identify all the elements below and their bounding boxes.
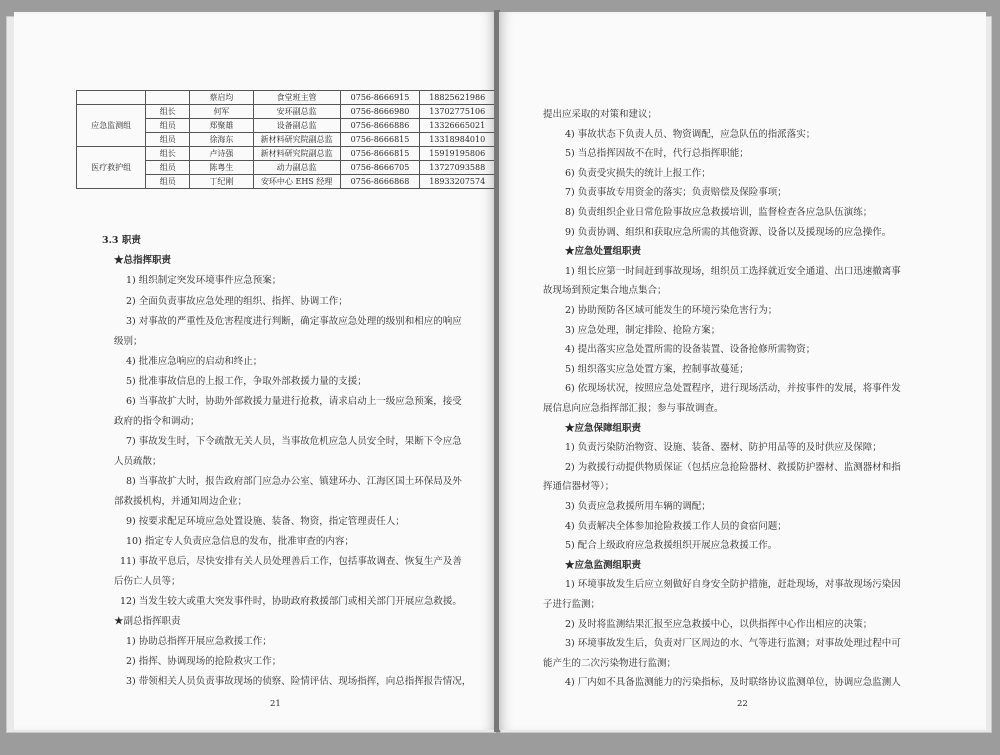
left-page-number: 21	[270, 699, 281, 709]
table-cell: 新材料研究院副总监	[253, 147, 340, 161]
text-line: 1) 负责污染防治物资、设施、装备、器材、防护用品等的及时供应及保障；	[565, 442, 882, 454]
section-heading: ★总指挥职责	[114, 255, 172, 266]
text-line: 4) 厂内如不具备监测能力的污染指标，及时联络协议监测单位，协调应急监测人	[565, 677, 901, 689]
text-line: 1) 组长应第一时间赶到事故现场，组织员工选择就近安全通道、出口迅速撤离事	[565, 265, 901, 277]
table-cell: 动力副总监	[253, 161, 340, 175]
table-cell: 13326665021	[420, 119, 495, 133]
text-line: 人员疏散；	[114, 456, 162, 467]
table-cell: 0756-8666886	[340, 119, 420, 133]
text-line: 5) 批准事故信息的上报工作，争取外部救援力量的支援；	[126, 376, 367, 387]
table-cell: 0756-8666815	[340, 133, 420, 147]
text-line: 12) 当发生较大或重大突发事件时，协助政府救援部门或相关部门开展应急救援。	[120, 596, 462, 607]
table-cell: 陈粤生	[190, 161, 253, 175]
text-line: 3) 带领相关人员负责事故现场的侦察、险情评估、现场指挥，向总指挥报告情况，	[126, 676, 472, 687]
text-line: 能产生的二次污染物进行监测；	[543, 657, 677, 669]
text-line: 2) 全面负责事故应急处理的组织、指挥、协调工作；	[126, 296, 348, 307]
text-line: 1) 组织制定突发环境事件应急预案；	[126, 275, 282, 286]
table-row	[77, 91, 495, 105]
text-line: 3) 环境事故发生后，负责对厂区周边的水、气等进行监测；对事故处理过程中可	[565, 638, 901, 650]
text-line: 6) 依现场状况，按照应急处置程序，进行现场活动，并按事件的发展，将事件发	[565, 383, 901, 395]
table-cell: 新材料研究院副总监	[253, 133, 340, 147]
table-cell: 安环副总监	[253, 105, 340, 119]
table-cell: 0756-8666915	[340, 91, 420, 105]
text-line: 2) 指挥、协调现场的抢险救灾工作；	[126, 656, 282, 667]
table-cell: 13727093588	[420, 161, 495, 175]
table-cell: 何军	[190, 105, 253, 119]
text-line: 5) 当总指挥因故不在时，代行总指挥职能；	[565, 148, 749, 160]
text-line: 7) 事故发生时，下令疏散无关人员，当事故危机应急人员安全时，果断下令应急	[126, 436, 462, 447]
text-line: 3) 负责应急救援所用车辆的调配；	[565, 501, 711, 512]
table-cell: 安环中心 EHS 经理	[253, 175, 340, 189]
table-row	[77, 105, 495, 119]
table-cell: 设备副总监	[253, 119, 340, 133]
text-line: 子进行监测；	[543, 599, 601, 610]
table-cell: 0756-8666868	[340, 175, 420, 189]
text-line: 6) 当事故扩大时，协助外部救援力量进行抢救，请求启动上一级应急预案，接受	[126, 396, 462, 407]
text-line: 9) 负责协调、组织和获取应急所需的其他资源、设备以及援现场的应急操作。	[565, 226, 892, 238]
table-cell: 郑聚雄	[190, 119, 253, 133]
text-line: 7) 负责事故专用资金的落实；负责赔偿及保险事项；	[565, 187, 787, 199]
table-cell: 0756-8666705	[340, 161, 420, 175]
text-line: 8) 当事故扩大时，报告政府部门应急办公室、镇建环办、江海区国土环保局及外	[126, 476, 462, 487]
text-line: 部救援机构，并通知周边企业；	[114, 496, 248, 507]
text-line: 9) 按要求配足环境应急处置设施、装备、物资，指定管理责任人；	[126, 516, 405, 527]
table-cell: 13318984010	[420, 133, 495, 147]
table-cell: 组员	[146, 161, 190, 175]
right-page-number: 22	[737, 699, 748, 709]
table-cell: 卢诗强	[190, 147, 253, 161]
table-cell: 组员	[146, 133, 190, 147]
table-cell: 食堂班主管	[253, 91, 340, 105]
table-cell: 应急监测组	[77, 105, 146, 147]
table-cell: 蔡启均	[190, 91, 253, 105]
table-cell: 15919195806	[420, 147, 495, 161]
table-row	[77, 147, 495, 161]
text-line: 4) 负责解决全体参加抢险救援工作人员的食宿问题；	[565, 520, 787, 532]
section-heading: 3.3 职责	[102, 235, 141, 246]
table-cell	[77, 91, 146, 105]
text-line: 8) 负责组织企业日常危险事故应急救援培训，监督检查各应急队伍演练；	[565, 207, 873, 218]
text-line: 3) 对事故的严重性及危害程度进行判断，确定事故应急处理的级别和相应的响应	[126, 316, 462, 327]
text-line: ★副总指挥职责	[114, 616, 181, 627]
text-line: 政府的指令和调动；	[114, 416, 200, 427]
table-cell: 0756-8666815	[340, 147, 420, 161]
table-cell	[146, 91, 190, 105]
table-cell: 组员	[146, 119, 190, 133]
text-line: 3) 应急处理，制定排险、抢险方案；	[565, 324, 721, 336]
text-line: 级别；	[114, 336, 143, 347]
table-cell: 医疗救护组	[77, 147, 146, 189]
table-cell: 丁纪刚	[190, 175, 253, 189]
section-heading: ★应急监测组职责	[565, 559, 642, 571]
table-cell: 0756-8666980	[340, 105, 420, 119]
text-line: 4) 批准应急响应的启动和终止；	[126, 356, 263, 367]
text-line: 2) 为救援行动提供物质保证（包括应急抢险器材、救援防护器材、监测器材和指	[565, 461, 901, 473]
text-line: 11) 事故平息后，尽快安排有关人员处理善后工作，包括事故调查、恢复生产及善	[120, 556, 462, 567]
text-line: 5) 配合上级政府应急救援组织开展应急救援工作。	[565, 540, 778, 552]
text-line: 4) 提出落实应急处置所需的设备装置、设备抢修所需物资；	[565, 344, 816, 356]
table-cell: 组长	[146, 147, 190, 161]
text-line: 6) 负责受灾损失的统计上报工作；	[565, 167, 711, 179]
contact-table	[76, 90, 495, 189]
text-line: 故现场到预定集合地点集合；	[543, 285, 667, 297]
text-line: 1) 环境事故发生后应立刻做好自身安全防护措施，赶赴现场，对事故现场污染因	[565, 579, 901, 591]
text-line: 10) 指定专人负责应急信息的发布，批准审查的内容；	[126, 536, 354, 547]
text-line: 4) 事故状态下负责人员、物资调配，应急队伍的指派落实；	[565, 128, 816, 140]
text-line: 2) 协助预防各区域可能发生的环境污染危害行为；	[565, 305, 778, 316]
table-cell: 18825621986	[420, 91, 495, 105]
left-page	[14, 12, 495, 730]
text-line: 展信息向应急指挥部汇报；参与事故调查。	[543, 403, 724, 414]
text-line: 后伤亡人员等；	[114, 576, 181, 587]
text-line: 2) 及时将监测结果汇报至应急救援中心，以供指挥中心作出相应的决策；	[565, 618, 873, 630]
text-line: 挥通信器材等）；	[543, 481, 615, 493]
table-cell: 组员	[146, 175, 190, 189]
text-line: 提出应采取的对策和建议；	[543, 109, 658, 120]
table-cell: 18933207574	[420, 175, 495, 189]
text-line: 1) 协助总指挥开展应急救援工作；	[126, 636, 272, 647]
section-heading: ★应急处置组职责	[565, 246, 642, 258]
text-line: 5) 组织落实应急处置方案，控制事故蔓延；	[565, 363, 749, 375]
right-page	[499, 12, 986, 730]
table-cell: 组长	[146, 105, 190, 119]
table-cell: 徐海东	[190, 133, 253, 147]
table-cell: 13702775106	[420, 105, 495, 119]
section-heading: ★应急保障组职责	[565, 422, 642, 434]
